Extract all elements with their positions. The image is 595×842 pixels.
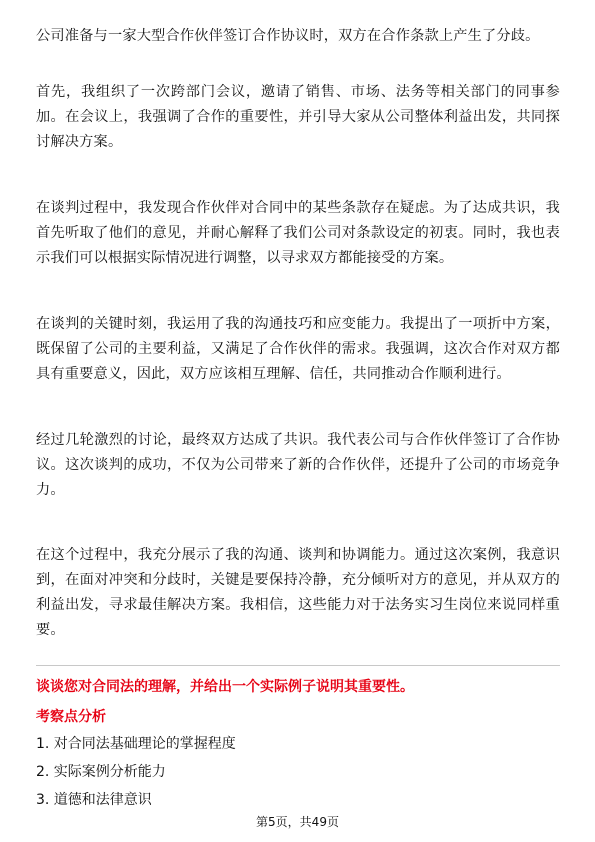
page-number: 第5页，共49页 xyxy=(256,815,339,829)
paragraph-3: 在谈判过程中，我发现合作伙伴对合同中的某些条款存在疑虑。为了达成共识，我首先听取了他们的意见，并耐心解释了我们公司对条款设定的初衷。同时，我也表示我们可以根据实际情况进行调整，以寻求双方都能接受的方案。 xyxy=(36,200,560,266)
paragraph-2: 首先，我组织了一次跨部门会议，邀请了销售、市场、法务等相关部门的同事参加。在会议上，我强调了合作的重要性，并引导大家从公司整体利益出发，共同探讨解决方案。 xyxy=(36,84,560,150)
paragraph-5: 经过几轮激烈的讨论，最终双方达成了共识。我代表公司与合作伙伴签订了合作协议。这次谈判的成功，不仅为公司带来了新的合作伙伴，还提升了公司的市场竞争力。 xyxy=(36,432,560,498)
analysis-item-1: 1. 对合同法基础理论的掌握程度 xyxy=(36,736,236,752)
paragraph-4: 在谈判的关键时刻，我运用了我的沟通技巧和应变能力。我提出了一项折中方案，既保留了公司的主要利益，又满足了合作伙伴的需求。我强调，这次合作对双方都具有重要意义，因此，双方应该相互理解、信任，共同推动合作顺利进行。 xyxy=(36,316,560,382)
section-divider xyxy=(36,665,560,666)
paragraph-6: 在这个过程中，我充分展示了我的沟通、谈判和协调能力。通过这次案例，我意识到，在面对冲突和分歧时，关键是要保持冷静，充分倾听对方的意见，并从双方的利益出发，寻求最佳解决方案。我相信，这些能力对于法务实习生岗位来说同样重要。 xyxy=(36,547,560,638)
paragraph-1: 公司准备与一家大型合作伙伴签订合作协议时，双方在合作条款上产生了分歧。 xyxy=(36,28,540,44)
analysis-item-3: 3. 道德和法律意识 xyxy=(36,792,152,808)
analysis-title: 考察点分析 xyxy=(36,709,106,725)
analysis-item-2: 2. 实际案例分析能力 xyxy=(36,764,166,780)
interview-question: 谈谈您对合同法的理解，并给出一个实际例子说明其重要性。 xyxy=(36,679,414,695)
